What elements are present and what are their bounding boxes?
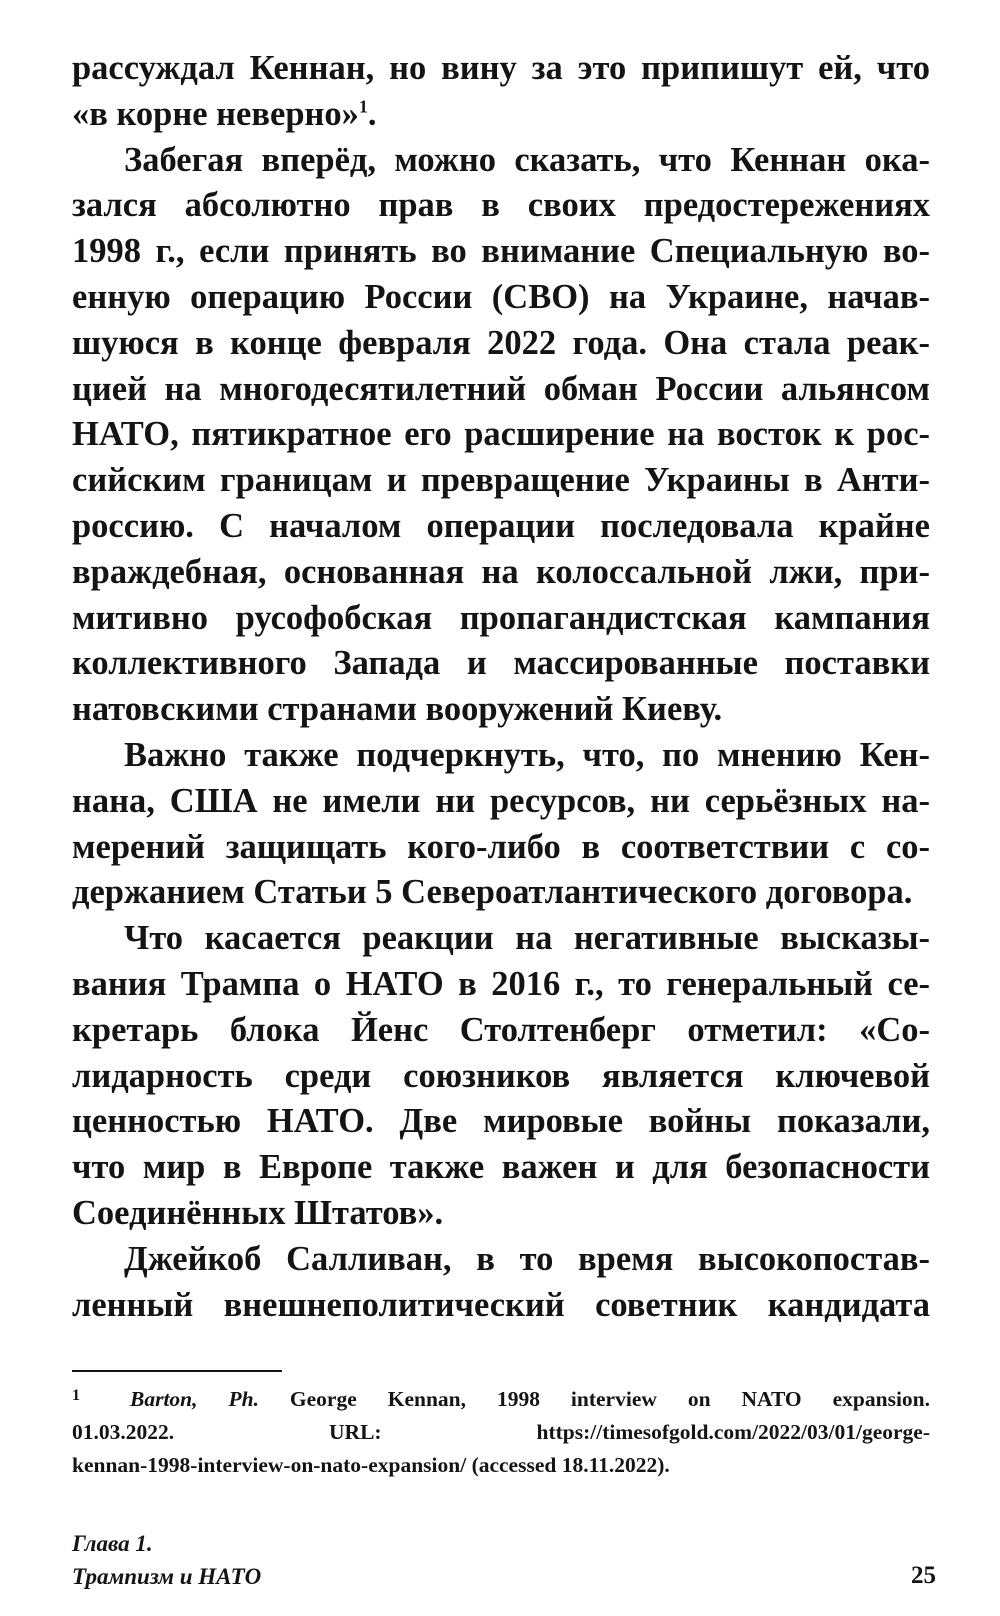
text-line: зался абсолютно прав в своих предостережениях (72, 186, 930, 225)
footnote-number: 1 (72, 1387, 80, 1404)
footnote-url-line[interactable]: 01.03.2022. URL: https://timesofgold.com/2022/03/01/george- (72, 1420, 930, 1444)
text-line: Соединённых Штатов». (72, 1193, 444, 1232)
text-line: мерений защищать кого-либо в соответствии с со- (72, 827, 930, 866)
text-line: коллективного Запада и массированные поставки (72, 644, 930, 683)
text-line: енную операцию России (СВО) на Украине, начав- (72, 277, 930, 316)
page-number: 25 (911, 1562, 936, 1589)
text-line: кретарь блока Йенс Столтенберг отметил: «Со- (72, 1010, 930, 1049)
text-line: 1998 г., если принять во внимание Специальную во- (72, 232, 930, 271)
footnote-divider (72, 1370, 282, 1372)
running-head (72, 1527, 261, 1593)
text-line: шуюся в конце февраля 2022 года. Она стала реак- (72, 323, 930, 362)
text-line: нана, США не имели ни ресурсов, ни серьёзных на- (72, 781, 930, 820)
footnote-url-line[interactable]: kennan-1998-interview-on-nato-expansion/ (accessed 18.11.2022). (72, 1453, 670, 1477)
text-line-content: «в корне неверно» (72, 94, 359, 133)
footnote-reference[interactable]: 1 (358, 96, 368, 117)
footnote-body (72, 1383, 930, 1482)
text-line: россию. С началом операции последовала крайне (72, 506, 930, 545)
main-text (72, 46, 930, 1328)
text-line: держанием Статьи 5 Североатлантического договора. (72, 873, 913, 912)
text-line: ценностью НАТО. Две мировые войны показали, (72, 1102, 930, 1141)
text-line: митивно русофобская пропагандистская кампания (72, 598, 930, 637)
footnote-author: Barton, Ph. (130, 1387, 259, 1411)
text-line: враждебная, основанная на колоссальной лжи, при- (72, 552, 930, 591)
text-line: вания Трампа о НАТО в 2016 г., то генеральный се- (72, 964, 930, 1003)
text-line: что мир в Европе также важен и для безопасности (72, 1148, 930, 1187)
footnote (72, 1383, 930, 1482)
text-line: лидарность среди союзников является ключевой (72, 1056, 930, 1095)
text-line: рассуждал Кеннан, но вину за это припишут ей, что (72, 49, 930, 87)
footnote-title: George Kennan, 1998 interview on NATO expansion. (258, 1387, 930, 1411)
text-line: натовскими странами вооружений Киеву. (72, 690, 723, 729)
paragraph-start-line: Что касается реакции на негативные высказы- (124, 919, 930, 958)
paragraph-start-line: Важно также подчеркнуть, что, по мнению Кен- (124, 735, 930, 774)
paragraph-start-line: Забегая вперёд, можно сказать, что Кеннан ока- (124, 140, 930, 179)
text-line: сийским границам и превращение Украины в Анти- (72, 461, 930, 500)
text-line: НАТО, пятикратное его расширение на восток к рос- (72, 415, 930, 454)
chapter-number: Глава 1. (72, 1531, 153, 1556)
chapter-title: Трампизм и НАТО (72, 1564, 262, 1589)
paragraph-start-line: Джейкоб Салливан, в то время высокопостав- (124, 1239, 930, 1278)
text-line: цией на многодесятилетний обман России альянсом (72, 369, 930, 408)
footnote-line (130, 1383, 930, 1416)
text-line: ленный внешнеполитический советник кандидата (72, 1285, 930, 1324)
text-line: «в корне неверно»$^1$. (72, 94, 377, 133)
